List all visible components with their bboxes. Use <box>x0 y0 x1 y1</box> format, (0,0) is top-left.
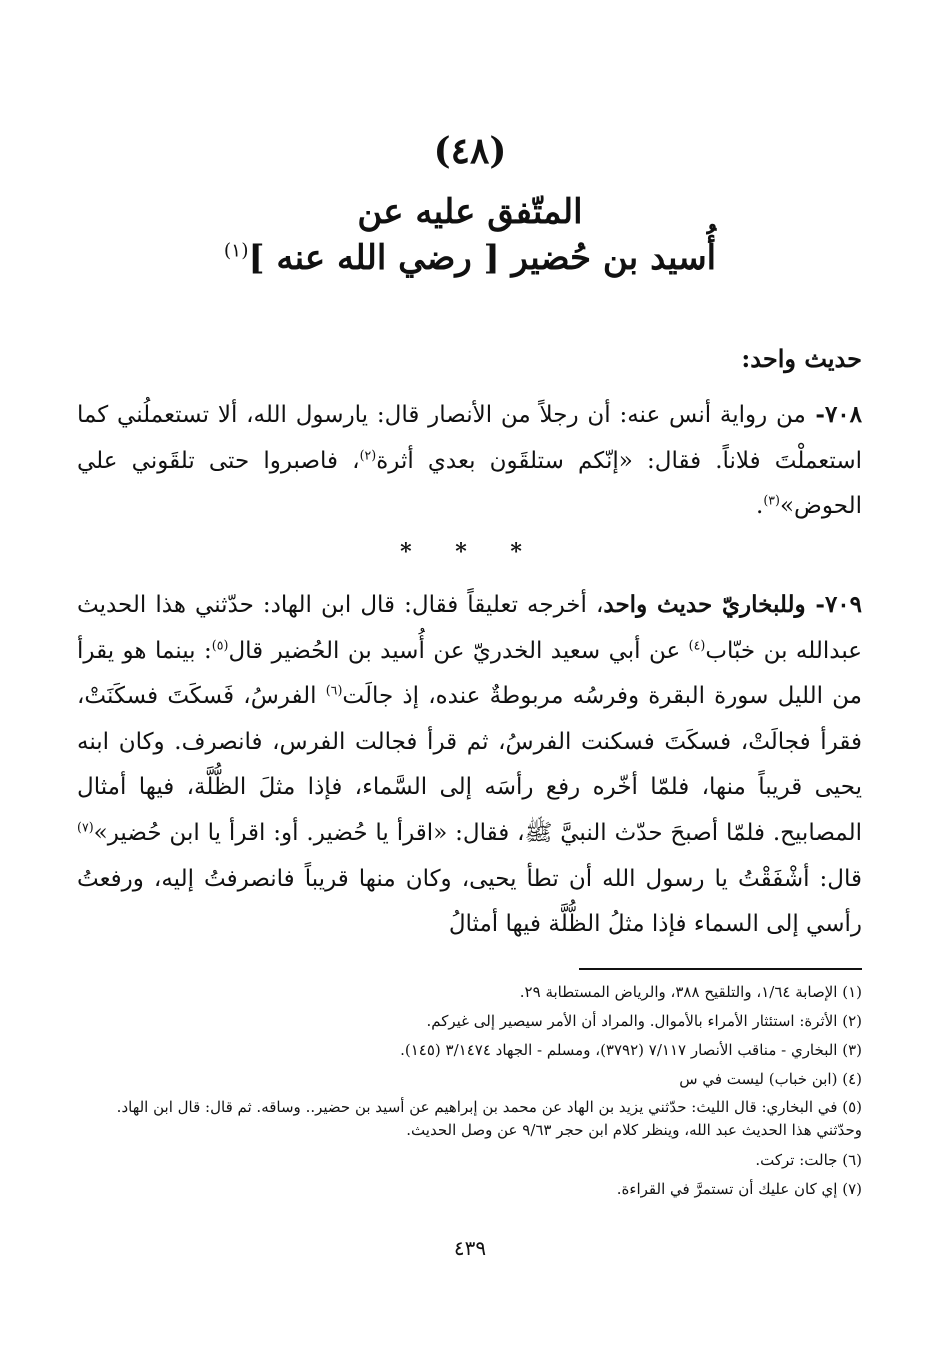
hadith-708-text-2: ، فاصبروا حتى تلقَوني علي الحوض» <box>77 447 862 520</box>
hadith-709-lead: وللبخاريّ حديث واحد <box>603 591 806 618</box>
hadith-709-text-4: الفرسُ، فَسكَتَ فسكَنَتْ، فقرأ فجالَتْ، فسكَتَ فسكنت الفرسُ، ثم قرأ فجالت الفرس، فانصرف. وكان ابنه يحيى قريباً منها، فلمّا أخّره رفع رأسَه إلى السَّماء، فإذا مثلَ الظُّلَّة، فيها أمثال المصابيح. فلمّا أصبحَ حدّث النبيَّ ﷺ، فقال: «اقرأ يا حُضير. أو: اقرأ يا ابن حُضير» <box>77 683 862 846</box>
hadith-708-text-3: . <box>756 493 764 520</box>
hadith-709-text-2: عن أبي سعيد الخدريّ عن أُسيد بن الحُضير قال <box>228 637 689 664</box>
chapter-title-text: أُسيد بن حُضير [ رضي الله عنه ] <box>248 238 717 278</box>
page-number: ٤٣٩ <box>453 1236 487 1260</box>
hadith-709-text-1: ، أخرجه تعليقاً فقال: قال ابن الهاد: حدّثني هذا الحديث عبدالله بن خبّاب <box>77 592 862 664</box>
footnotes <box>72 978 862 1204</box>
footnote-6: (٦) جالت: تركت. <box>755 1151 862 1169</box>
footnote-1: (١) الإصابة ١/٦٤، والتلقيح ٣٨٨، والرياض المستطابة ٢٩. <box>519 983 862 1001</box>
footnote-divider <box>579 968 862 970</box>
footnote-ref-1: (١) <box>223 240 249 262</box>
hadith-709-text-3: : بينما هو يقرأ من الليل سورة البقرة وفرسُه مربوطةٌ عنده، إذ جالَت <box>77 637 862 710</box>
footnote-4: (٤) (ابن خباب) ليست في س <box>679 1070 862 1088</box>
footnote-ref-4: (٤) <box>688 636 706 652</box>
section-separator: * * * <box>400 539 540 565</box>
footnote-ref-5: (٥) <box>211 636 229 652</box>
footnote-ref-6: (٦) <box>325 682 343 698</box>
hadith-708 <box>77 392 862 530</box>
chapter-title-line2 <box>0 238 940 278</box>
footnote-ref-7: (٧) <box>77 819 94 835</box>
chapter-title-line1: المتّفق عليه عن <box>357 192 583 232</box>
hadith-709 <box>77 582 862 948</box>
hadith-709-text-5: قال: أشْفَقْتُ يا رسول الله أن تطأ يحيى، وكان منها قريباً فانصرفتُ إليه، ورفعتُ رأسي إلى السماء فإذا مثلُ الظُّلَّة فيها أمثالُ <box>77 865 862 938</box>
hadith-number-708: ٧٠٨- <box>805 401 862 428</box>
hadith-708-text-1: من رواية أنس عنه: أن رجلاً من الأنصار قال: يارسول الله، ألا تستعملُني كما استعملْتَ فلاناً. فقال: «إنّكم ستلقَون بعدي أثرة <box>77 402 862 474</box>
footnote-5: (٥) في البخاري: قال الليث: حدّثني يزيد بن الهاد عن محمد بن إبراهيم عن أسيد بن حضير.. وساقه. ثم قال: قال ابن الهاد. وحدّثني هذا الحديث عبد الله، وينظر كلام ابن حجر ٩/٦٣ عن وصل الحديث. <box>116 1098 862 1139</box>
section-intro: حديث واحد: <box>741 344 862 373</box>
footnote-ref-3: (٣) <box>763 492 780 508</box>
footnote-ref-2: (٢) <box>359 446 377 462</box>
footnote-2: (٢) الأثرة: استئثار الأمراء بالأموال. والمراد أن الأمر سيصير إلى غيركم. <box>426 1012 862 1030</box>
footnote-3: (٣) البخاري - مناقب الأنصار ٧/١١٧ (٣٧٩٢)، ومسلم - الجهاد ٣/١٤٧٤ (١٤٥). <box>400 1041 862 1059</box>
footnote-7: (٧) إي كان عليك أن تستمرَّ في القراءة. <box>616 1180 862 1198</box>
hadith-number-709: ٧٠٩- <box>805 591 862 618</box>
chapter-number: (٤٨) <box>433 130 507 172</box>
